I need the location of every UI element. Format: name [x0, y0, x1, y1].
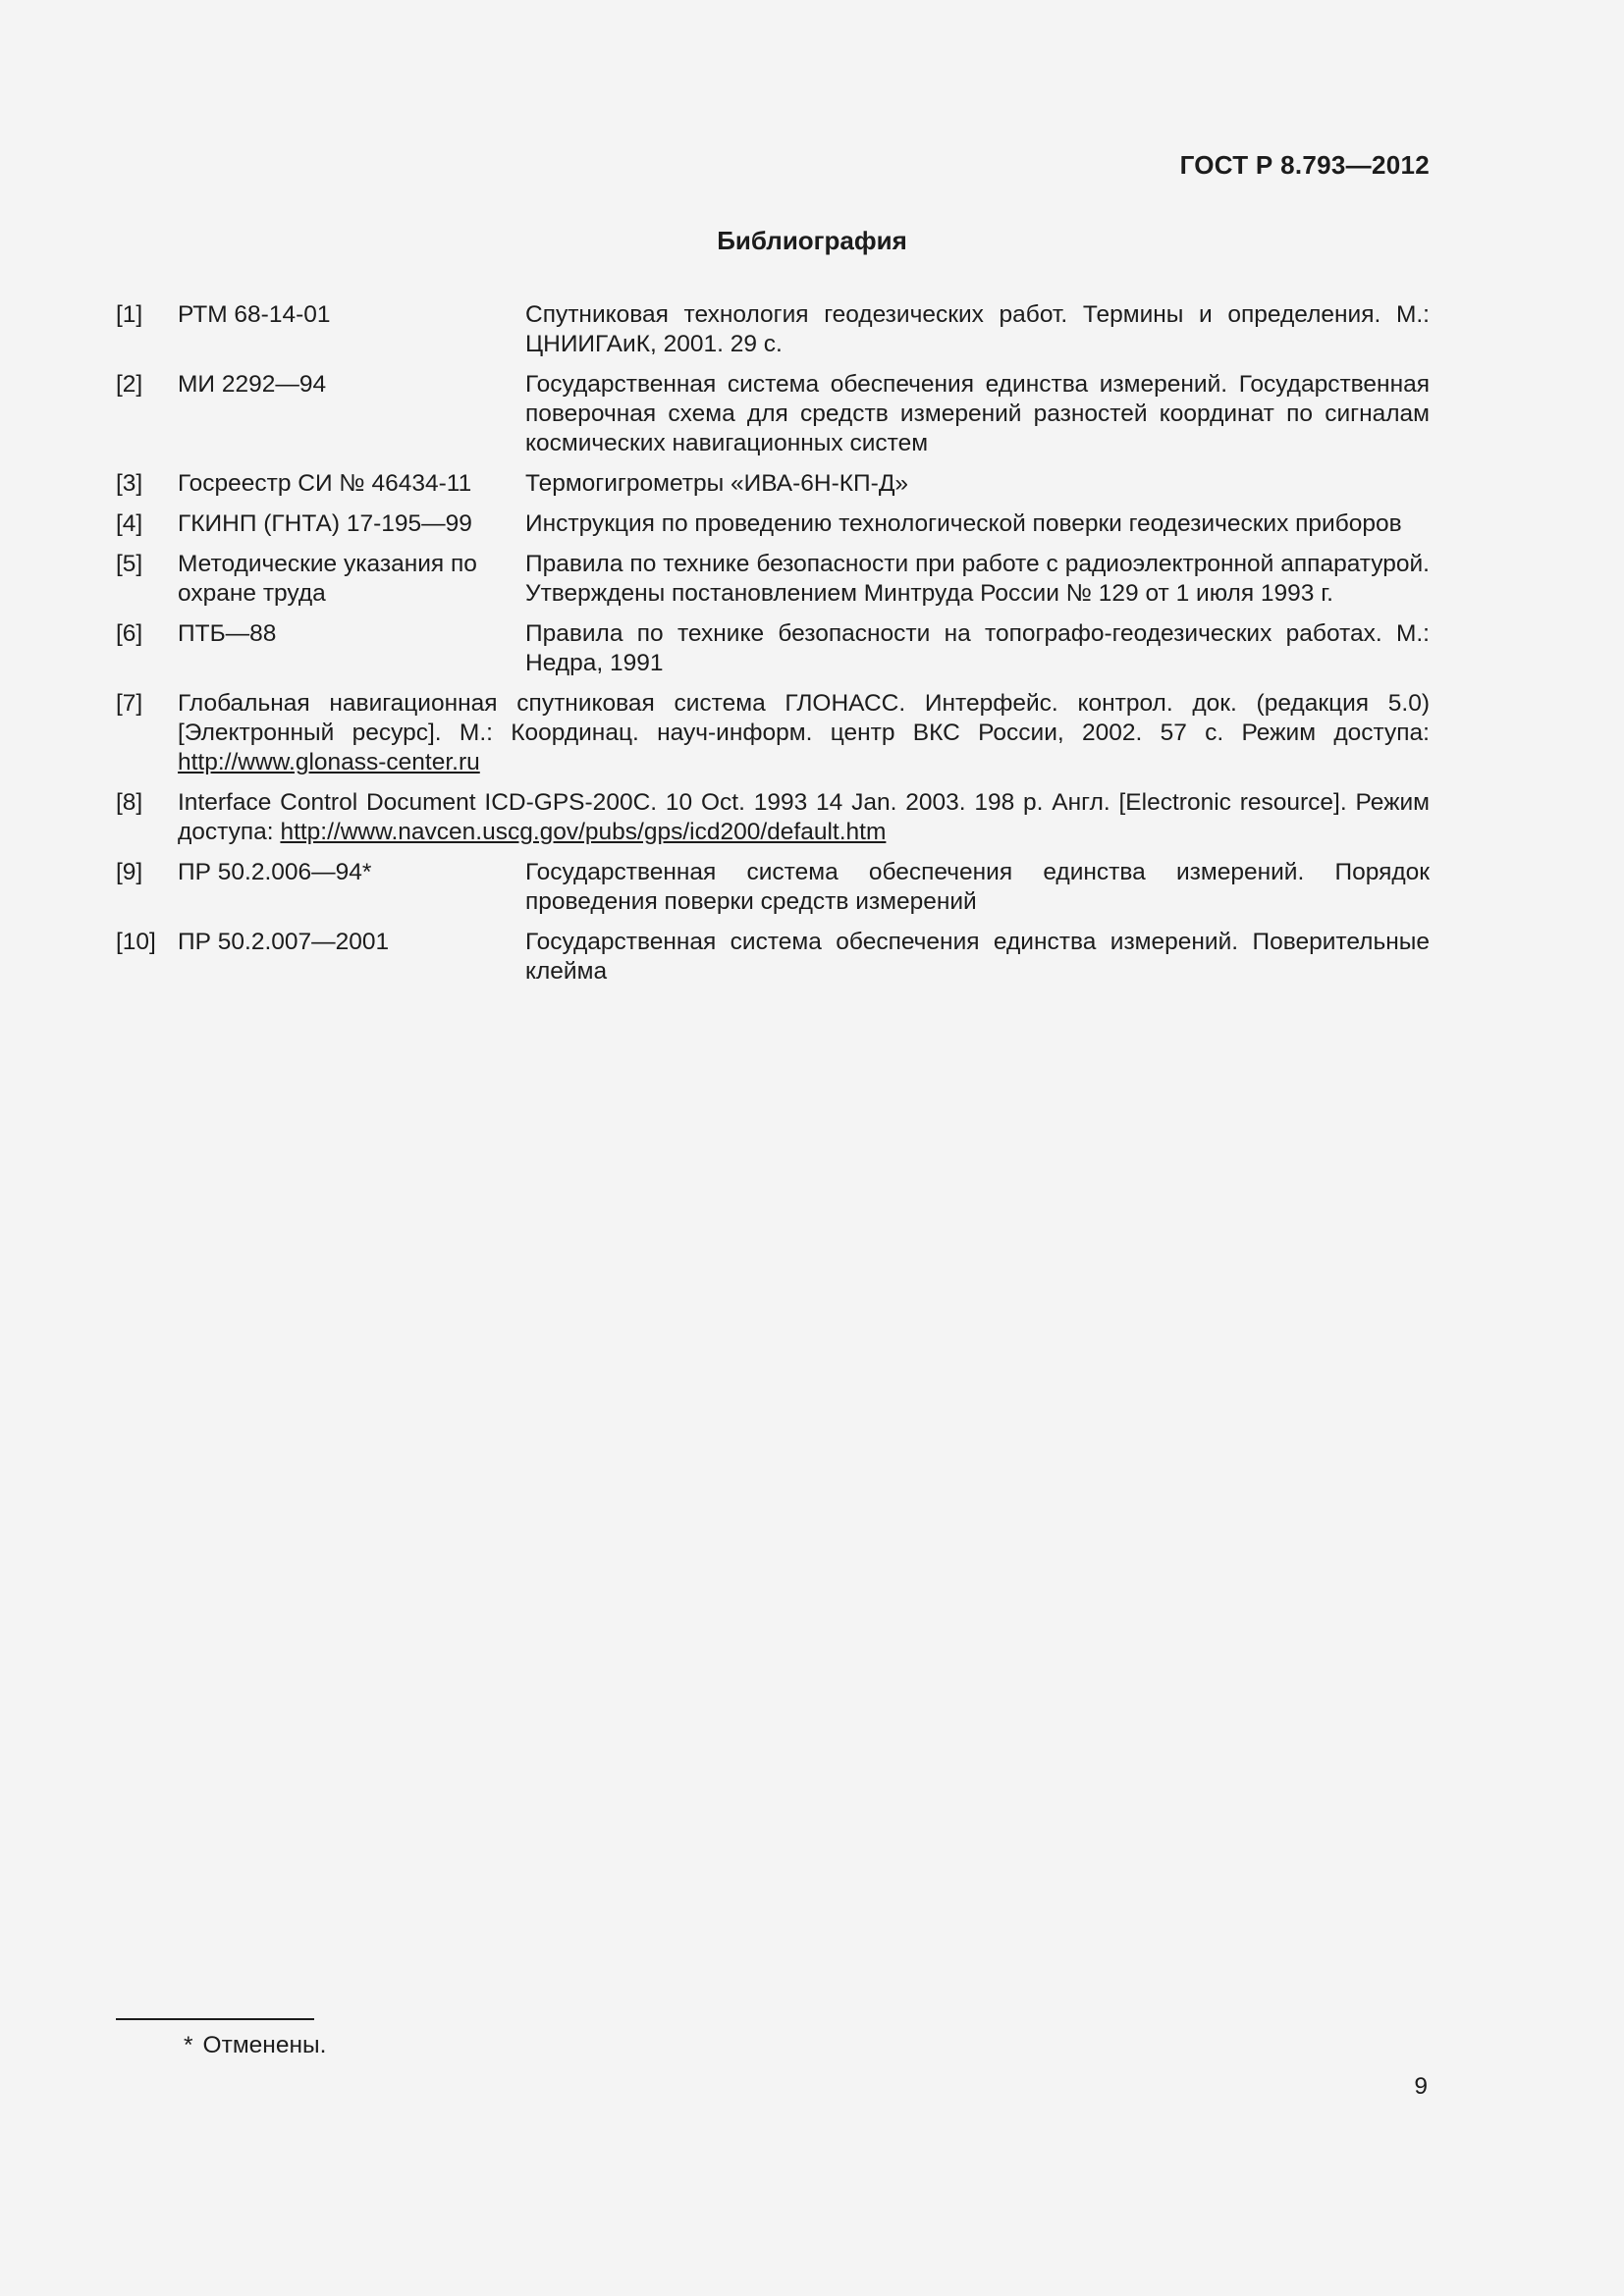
entry-title: Государственная система обеспечения единства измерений. Государственная поверочная схема для средств измерений разностей координат по сигналам космических навигационных систем: [525, 371, 1430, 456]
entry-code: ПТБ—88: [178, 620, 277, 647]
footnote-text: Отменены.: [202, 2032, 327, 2058]
entry-number: [1]: [116, 301, 143, 328]
entry-full-text: [178, 689, 1430, 777]
bibliography-entry: [116, 509, 1430, 539]
bibliography-entry: [116, 370, 1430, 458]
document-code: ГОСТ Р 8.793—2012: [1179, 150, 1430, 180]
entry-full-text: [178, 788, 1430, 847]
bibliography-entry: [116, 619, 1430, 678]
entry-number: [4]: [116, 510, 143, 537]
bibliography-entry: [116, 928, 1430, 987]
entry-number: [9]: [116, 859, 143, 885]
bibliography-entry: [116, 788, 1430, 847]
entry-code: РТМ 68-14-01: [178, 301, 331, 328]
entry-code: ГКИНП (ГНТА) 17-195—99: [178, 510, 472, 537]
bibliography-entry: [116, 469, 1430, 499]
entry-code: МИ 2292—94: [178, 371, 327, 398]
entry-number: [2]: [116, 371, 143, 398]
bibliography-entry: [116, 858, 1430, 917]
entry-title: Термогигрометры «ИВА-6Н-КП-Д»: [525, 470, 909, 497]
entry-number: [6]: [116, 620, 143, 647]
bibliography-heading: Библиография: [717, 226, 907, 255]
footnote-divider: [116, 2018, 314, 2020]
entry-title: Инструкция по проведению технологической поверки геодезических приборов: [525, 510, 1402, 537]
page-number: 9: [1414, 2073, 1428, 2100]
bibliography-entry: [116, 550, 1430, 609]
bibliography-list: [116, 300, 1430, 997]
entry-link[interactable]: http://www.navcen.uscg.gov/pubs/gps/icd200/default.htm: [280, 819, 887, 845]
entry-title: Правила по технике безопасности при работе с радиоэлектронной аппаратурой. Утверждены постановлением Минтруда России № 129 от 1 июля 1993 г.: [525, 551, 1430, 607]
entry-title: Спутниковая технология геодезических работ. Термины и определения. М.: ЦНИИГАиК, 2001. 29 с.: [525, 301, 1430, 357]
entry-number: [10]: [116, 929, 156, 955]
entry-number: [7]: [116, 690, 143, 717]
entry-code: Методические указания по охране труда: [178, 551, 477, 607]
entry-text: Глобальная навигационная спутниковая система ГЛОНАСС. Интерфейс. контрол. док. (редакция 5.0) [Электронный ресурс]. М.: Координац. науч-информ. центр ВКС России, 2002. 57 с. Режим доступа:: [178, 690, 1430, 746]
footnote: [184, 2032, 326, 2059]
entry-code: ПР 50.2.007—2001: [178, 929, 390, 955]
entry-number: [3]: [116, 470, 143, 497]
entry-number: [5]: [116, 551, 143, 577]
footnote-mark: *: [184, 2032, 193, 2058]
entry-code: ПР 50.2.006—94*: [178, 859, 372, 885]
entry-title: Государственная система обеспечения единства измерений. Порядок проведения поверки средств измерений: [525, 859, 1430, 915]
entry-code: Госреестр СИ № 46434-11: [178, 470, 472, 497]
bibliography-entry: [116, 300, 1430, 359]
entry-text: Interface Control Document ICD-GPS-200C. 10 Oct. 1993 14 Jan. 2003. 198 p. Англ. [Electronic resource]. Режим доступа:: [178, 789, 1430, 845]
bibliography-entry: [116, 689, 1430, 777]
entry-link[interactable]: http://www.glonass-center.ru: [178, 749, 480, 775]
entry-title: Правила по технике безопасности на топографо-геодезических работах. М.: Недра, 1991: [525, 620, 1430, 676]
entry-number: [8]: [116, 789, 143, 816]
entry-title: Государственная система обеспечения единства измерений. Поверительные клейма: [525, 929, 1430, 985]
